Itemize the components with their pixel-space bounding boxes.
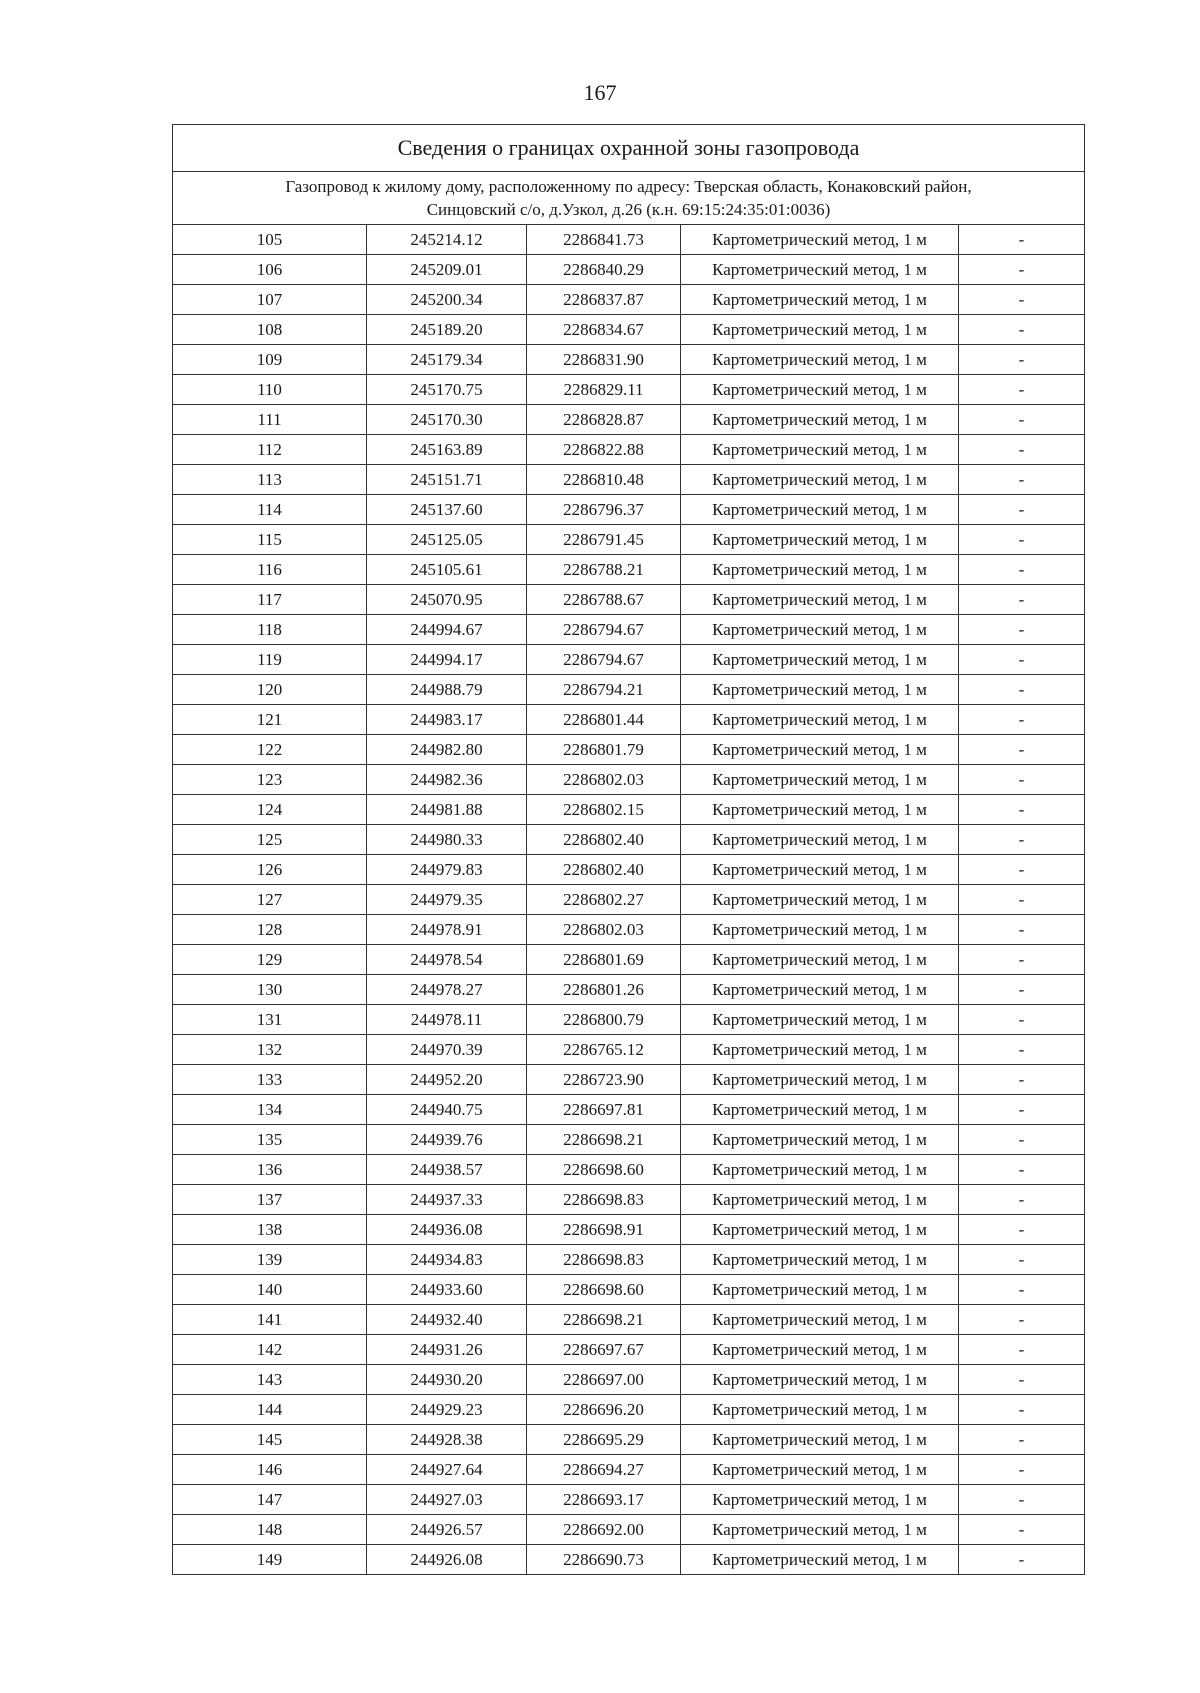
method-cell: Картометрический метод, 1 м	[681, 1095, 959, 1125]
method-cell: Картометрический метод, 1 м	[681, 1035, 959, 1065]
coordinate-x-cell: 244994.17	[367, 645, 527, 675]
table-row	[173, 375, 1085, 405]
table-row	[173, 285, 1085, 315]
coordinate-y-cell: 2286822.88	[527, 435, 681, 465]
extra-cell: -	[959, 855, 1085, 885]
point-number-cell: 142	[173, 1335, 367, 1365]
method-cell: Картометрический метод, 1 м	[681, 1005, 959, 1035]
extra-cell: -	[959, 1245, 1085, 1275]
coordinate-y-cell: 2286693.17	[527, 1485, 681, 1515]
table-row	[173, 1545, 1085, 1575]
method-cell: Картометрический метод, 1 м	[681, 1335, 959, 1365]
method-cell: Картометрический метод, 1 м	[681, 405, 959, 435]
table-subtitle-line-1: Газопровод к жилому дому, расположенному по адресу: Тверская область, Конаковский район,	[285, 177, 972, 196]
table-row	[173, 1215, 1085, 1245]
coordinate-y-cell: 2286841.73	[527, 225, 681, 255]
point-number-cell: 127	[173, 885, 367, 915]
coordinate-x-cell: 245105.61	[367, 555, 527, 585]
point-number-cell: 117	[173, 585, 367, 615]
extra-cell: -	[959, 435, 1085, 465]
coordinate-x-cell: 245170.75	[367, 375, 527, 405]
method-cell: Картометрический метод, 1 м	[681, 975, 959, 1005]
coordinate-x-cell: 244926.08	[367, 1545, 527, 1575]
point-number-cell: 126	[173, 855, 367, 885]
extra-cell: -	[959, 315, 1085, 345]
method-cell: Картометрический метод, 1 м	[681, 795, 959, 825]
coordinate-x-cell: 244952.20	[367, 1065, 527, 1095]
point-number-cell: 136	[173, 1155, 367, 1185]
method-cell: Картометрический метод, 1 м	[681, 855, 959, 885]
coordinate-x-cell: 244979.35	[367, 885, 527, 915]
method-cell: Картометрический метод, 1 м	[681, 885, 959, 915]
coordinate-y-cell: 2286695.29	[527, 1425, 681, 1455]
extra-cell: -	[959, 795, 1085, 825]
coordinate-y-cell: 2286802.03	[527, 765, 681, 795]
method-cell: Картометрический метод, 1 м	[681, 615, 959, 645]
point-number-cell: 107	[173, 285, 367, 315]
point-number-cell: 138	[173, 1215, 367, 1245]
point-number-cell: 134	[173, 1095, 367, 1125]
coordinate-x-cell: 245170.30	[367, 405, 527, 435]
point-number-cell: 114	[173, 495, 367, 525]
point-number-cell: 118	[173, 615, 367, 645]
method-cell: Картометрический метод, 1 м	[681, 315, 959, 345]
extra-cell: -	[959, 585, 1085, 615]
table-row	[173, 615, 1085, 645]
point-number-cell: 109	[173, 345, 367, 375]
coordinate-x-cell: 245179.34	[367, 345, 527, 375]
table-row	[173, 915, 1085, 945]
extra-cell: -	[959, 1425, 1085, 1455]
method-cell: Картометрический метод, 1 м	[681, 255, 959, 285]
point-number-cell: 119	[173, 645, 367, 675]
table-row	[173, 705, 1085, 735]
table-row	[173, 1275, 1085, 1305]
table-subtitle-line-2: Синцовский с/о, д.Узкол, д.26 (к.н. 69:15:24:35:01:0036)	[426, 200, 831, 219]
table-row	[173, 825, 1085, 855]
coordinate-x-cell: 244929.23	[367, 1395, 527, 1425]
coordinate-x-cell: 244988.79	[367, 675, 527, 705]
table-row	[173, 975, 1085, 1005]
method-cell: Картометрический метод, 1 м	[681, 825, 959, 855]
extra-cell: -	[959, 1455, 1085, 1485]
coordinate-x-cell: 245163.89	[367, 435, 527, 465]
coordinate-y-cell: 2286723.90	[527, 1065, 681, 1095]
extra-cell: -	[959, 1155, 1085, 1185]
extra-cell: -	[959, 1365, 1085, 1395]
coordinate-y-cell: 2286698.83	[527, 1245, 681, 1275]
coordinate-x-cell: 244930.20	[367, 1365, 527, 1395]
table-row	[173, 1485, 1085, 1515]
point-number-cell: 125	[173, 825, 367, 855]
table-row	[173, 1065, 1085, 1095]
method-cell: Картометрический метод, 1 м	[681, 345, 959, 375]
coordinate-x-cell: 244938.57	[367, 1155, 527, 1185]
extra-cell: -	[959, 1065, 1085, 1095]
method-cell: Картометрический метод, 1 м	[681, 945, 959, 975]
point-number-cell: 149	[173, 1545, 367, 1575]
method-cell: Картометрический метод, 1 м	[681, 1245, 959, 1275]
point-number-cell: 121	[173, 705, 367, 735]
coordinate-x-cell: 245209.01	[367, 255, 527, 285]
coordinate-x-cell: 244928.38	[367, 1425, 527, 1455]
table-subtitle-row	[173, 172, 1085, 225]
coordinate-y-cell: 2286800.79	[527, 1005, 681, 1035]
extra-cell: -	[959, 885, 1085, 915]
table-row	[173, 525, 1085, 555]
coordinate-x-cell: 245214.12	[367, 225, 527, 255]
extra-cell: -	[959, 1005, 1085, 1035]
coordinate-y-cell: 2286802.40	[527, 855, 681, 885]
point-number-cell: 111	[173, 405, 367, 435]
coordinate-y-cell: 2286765.12	[527, 1035, 681, 1065]
coordinate-x-cell: 244978.27	[367, 975, 527, 1005]
table-row	[173, 795, 1085, 825]
extra-cell: -	[959, 255, 1085, 285]
method-cell: Картометрический метод, 1 м	[681, 555, 959, 585]
table-row	[173, 435, 1085, 465]
table-row	[173, 495, 1085, 525]
table-row	[173, 1155, 1085, 1185]
coordinate-x-cell: 244979.83	[367, 855, 527, 885]
coordinate-x-cell: 244931.26	[367, 1335, 527, 1365]
method-cell: Картометрический метод, 1 м	[681, 1215, 959, 1245]
method-cell: Картометрический метод, 1 м	[681, 375, 959, 405]
point-number-cell: 122	[173, 735, 367, 765]
coordinate-y-cell: 2286698.21	[527, 1305, 681, 1335]
table-row	[173, 255, 1085, 285]
coordinate-x-cell: 244933.60	[367, 1275, 527, 1305]
table-row	[173, 1425, 1085, 1455]
extra-cell: -	[959, 555, 1085, 585]
table-title-row	[173, 125, 1085, 172]
coordinate-x-cell: 245151.71	[367, 465, 527, 495]
table-row	[173, 555, 1085, 585]
table-row	[173, 945, 1085, 975]
coordinate-x-cell: 244983.17	[367, 705, 527, 735]
table-subtitle	[173, 172, 1085, 225]
table-row	[173, 1365, 1085, 1395]
point-number-cell: 132	[173, 1035, 367, 1065]
page-number: 167	[583, 80, 617, 105]
method-cell: Картометрический метод, 1 м	[681, 1425, 959, 1455]
table-row	[173, 1185, 1085, 1215]
extra-cell: -	[959, 1335, 1085, 1365]
coordinate-y-cell: 2286697.67	[527, 1335, 681, 1365]
coordinate-y-cell: 2286829.11	[527, 375, 681, 405]
point-number-cell: 135	[173, 1125, 367, 1155]
table-body	[173, 125, 1085, 1575]
table-row	[173, 1125, 1085, 1155]
method-cell: Картометрический метод, 1 м	[681, 525, 959, 555]
coordinate-y-cell: 2286834.67	[527, 315, 681, 345]
coordinate-y-cell: 2286801.69	[527, 945, 681, 975]
coordinate-x-cell: 244934.83	[367, 1245, 527, 1275]
extra-cell: -	[959, 1185, 1085, 1215]
coordinate-y-cell: 2286698.60	[527, 1155, 681, 1185]
extra-cell: -	[959, 645, 1085, 675]
coordinate-x-cell: 244936.08	[367, 1215, 527, 1245]
table-row	[173, 315, 1085, 345]
extra-cell: -	[959, 1395, 1085, 1425]
point-number-cell: 129	[173, 945, 367, 975]
extra-cell: -	[959, 1545, 1085, 1575]
coordinate-y-cell: 2286698.21	[527, 1125, 681, 1155]
extra-cell: -	[959, 225, 1085, 255]
coordinate-x-cell: 245125.05	[367, 525, 527, 555]
extra-cell: -	[959, 765, 1085, 795]
point-number-cell: 124	[173, 795, 367, 825]
point-number-cell: 139	[173, 1245, 367, 1275]
table-row	[173, 225, 1085, 255]
extra-cell: -	[959, 495, 1085, 525]
coordinate-x-cell: 245189.20	[367, 315, 527, 345]
method-cell: Картометрический метод, 1 м	[681, 1455, 959, 1485]
coordinate-y-cell: 2286801.26	[527, 975, 681, 1005]
coordinate-y-cell: 2286791.45	[527, 525, 681, 555]
point-number-cell: 113	[173, 465, 367, 495]
coordinate-x-cell: 244978.54	[367, 945, 527, 975]
coordinate-y-cell: 2286696.20	[527, 1395, 681, 1425]
coordinate-y-cell: 2286794.67	[527, 615, 681, 645]
extra-cell: -	[959, 1035, 1085, 1065]
point-number-cell: 144	[173, 1395, 367, 1425]
extra-cell: -	[959, 915, 1085, 945]
extra-cell: -	[959, 405, 1085, 435]
extra-cell: -	[959, 825, 1085, 855]
coordinate-y-cell: 2286697.00	[527, 1365, 681, 1395]
table-row	[173, 1395, 1085, 1425]
point-number-cell: 143	[173, 1365, 367, 1395]
point-number-cell: 123	[173, 765, 367, 795]
table-row	[173, 885, 1085, 915]
method-cell: Картометрический метод, 1 м	[681, 225, 959, 255]
coordinate-y-cell: 2286788.67	[527, 585, 681, 615]
coordinate-x-cell: 244926.57	[367, 1515, 527, 1545]
method-cell: Картометрический метод, 1 м	[681, 735, 959, 765]
coordinate-x-cell: 244980.33	[367, 825, 527, 855]
point-number-cell: 120	[173, 675, 367, 705]
method-cell: Картометрический метод, 1 м	[681, 645, 959, 675]
method-cell: Картометрический метод, 1 м	[681, 495, 959, 525]
table-row	[173, 735, 1085, 765]
coordinate-x-cell: 244978.11	[367, 1005, 527, 1035]
point-number-cell: 133	[173, 1065, 367, 1095]
coordinate-x-cell: 244982.36	[367, 765, 527, 795]
table-row	[173, 585, 1085, 615]
table-row	[173, 1095, 1085, 1125]
extra-cell: -	[959, 975, 1085, 1005]
point-number-cell: 108	[173, 315, 367, 345]
coordinate-y-cell: 2286690.73	[527, 1545, 681, 1575]
method-cell: Картометрический метод, 1 м	[681, 1125, 959, 1155]
extra-cell: -	[959, 1515, 1085, 1545]
point-number-cell: 140	[173, 1275, 367, 1305]
extra-cell: -	[959, 705, 1085, 735]
extra-cell: -	[959, 375, 1085, 405]
table-row	[173, 645, 1085, 675]
point-number-cell: 145	[173, 1425, 367, 1455]
coordinate-y-cell: 2286802.15	[527, 795, 681, 825]
method-cell: Картометрический метод, 1 м	[681, 1545, 959, 1575]
coordinate-x-cell: 244981.88	[367, 795, 527, 825]
method-cell: Картометрический метод, 1 м	[681, 1515, 959, 1545]
coordinate-x-cell: 245070.95	[367, 585, 527, 615]
method-cell: Картометрический метод, 1 м	[681, 1185, 959, 1215]
method-cell: Картометрический метод, 1 м	[681, 1065, 959, 1095]
coordinate-y-cell: 2286801.44	[527, 705, 681, 735]
table-row	[173, 1245, 1085, 1275]
coordinate-y-cell: 2286802.40	[527, 825, 681, 855]
coordinate-y-cell: 2286694.27	[527, 1455, 681, 1485]
method-cell: Картометрический метод, 1 м	[681, 1305, 959, 1335]
coordinate-y-cell: 2286698.91	[527, 1215, 681, 1245]
coordinate-x-cell: 244927.64	[367, 1455, 527, 1485]
method-cell: Картометрический метод, 1 м	[681, 585, 959, 615]
method-cell: Картометрический метод, 1 м	[681, 1275, 959, 1305]
coordinate-y-cell: 2286828.87	[527, 405, 681, 435]
method-cell: Картометрический метод, 1 м	[681, 705, 959, 735]
coordinate-y-cell: 2286794.67	[527, 645, 681, 675]
coordinate-x-cell: 244927.03	[367, 1485, 527, 1515]
method-cell: Картометрический метод, 1 м	[681, 675, 959, 705]
table-row	[173, 765, 1085, 795]
point-number-cell: 148	[173, 1515, 367, 1545]
extra-cell: -	[959, 945, 1085, 975]
point-number-cell: 128	[173, 915, 367, 945]
extra-cell: -	[959, 1275, 1085, 1305]
table-row	[173, 1335, 1085, 1365]
extra-cell: -	[959, 1125, 1085, 1155]
boundary-coordinates-table	[172, 124, 1085, 1575]
extra-cell: -	[959, 465, 1085, 495]
method-cell: Картометрический метод, 1 м	[681, 1155, 959, 1185]
table-row	[173, 1035, 1085, 1065]
point-number-cell: 141	[173, 1305, 367, 1335]
coordinate-x-cell: 244994.67	[367, 615, 527, 645]
coordinate-x-cell: 244937.33	[367, 1185, 527, 1215]
coordinate-x-cell: 244982.80	[367, 735, 527, 765]
extra-cell: -	[959, 1095, 1085, 1125]
extra-cell: -	[959, 345, 1085, 375]
coordinate-x-cell: 244978.91	[367, 915, 527, 945]
coordinate-y-cell: 2286698.83	[527, 1185, 681, 1215]
coordinate-y-cell: 2286802.03	[527, 915, 681, 945]
coordinate-x-cell: 244970.39	[367, 1035, 527, 1065]
point-number-cell: 146	[173, 1455, 367, 1485]
extra-cell: -	[959, 615, 1085, 645]
point-number-cell: 147	[173, 1485, 367, 1515]
extra-cell: -	[959, 285, 1085, 315]
table-row	[173, 345, 1085, 375]
extra-cell: -	[959, 1215, 1085, 1245]
coordinate-y-cell: 2286810.48	[527, 465, 681, 495]
table-row	[173, 465, 1085, 495]
method-cell: Картометрический метод, 1 м	[681, 915, 959, 945]
coordinate-y-cell: 2286796.37	[527, 495, 681, 525]
method-cell: Картометрический метод, 1 м	[681, 435, 959, 465]
table-row	[173, 1005, 1085, 1035]
coordinate-x-cell: 244939.76	[367, 1125, 527, 1155]
coordinate-y-cell: 2286831.90	[527, 345, 681, 375]
point-number-cell: 106	[173, 255, 367, 285]
coordinate-y-cell: 2286692.00	[527, 1515, 681, 1545]
method-cell: Картометрический метод, 1 м	[681, 765, 959, 795]
point-number-cell: 110	[173, 375, 367, 405]
point-number-cell: 116	[173, 555, 367, 585]
method-cell: Картометрический метод, 1 м	[681, 465, 959, 495]
table-row	[173, 1455, 1085, 1485]
method-cell: Картометрический метод, 1 м	[681, 1485, 959, 1515]
extra-cell: -	[959, 525, 1085, 555]
extra-cell: -	[959, 675, 1085, 705]
coordinate-y-cell: 2286698.60	[527, 1275, 681, 1305]
point-number-cell: 112	[173, 435, 367, 465]
coordinate-y-cell: 2286837.87	[527, 285, 681, 315]
extra-cell: -	[959, 1485, 1085, 1515]
coordinate-y-cell: 2286788.21	[527, 555, 681, 585]
method-cell: Картометрический метод, 1 м	[681, 285, 959, 315]
method-cell: Картометрический метод, 1 м	[681, 1365, 959, 1395]
coordinate-x-cell: 245137.60	[367, 495, 527, 525]
table-row	[173, 855, 1085, 885]
coordinate-y-cell: 2286697.81	[527, 1095, 681, 1125]
point-number-cell: 131	[173, 1005, 367, 1035]
point-number-cell: 105	[173, 225, 367, 255]
coordinate-x-cell: 244932.40	[367, 1305, 527, 1335]
extra-cell: -	[959, 1305, 1085, 1335]
coordinate-x-cell: 244940.75	[367, 1095, 527, 1125]
point-number-cell: 115	[173, 525, 367, 555]
coordinate-x-cell: 245200.34	[367, 285, 527, 315]
table-row	[173, 1515, 1085, 1545]
coordinate-y-cell: 2286802.27	[527, 885, 681, 915]
method-cell: Картометрический метод, 1 м	[681, 1395, 959, 1425]
point-number-cell: 137	[173, 1185, 367, 1215]
table-row	[173, 675, 1085, 705]
coordinate-y-cell: 2286840.29	[527, 255, 681, 285]
table-title: Сведения о границах охранной зоны газопровода	[173, 125, 1085, 172]
coordinate-y-cell: 2286794.21	[527, 675, 681, 705]
point-number-cell: 130	[173, 975, 367, 1005]
extra-cell: -	[959, 735, 1085, 765]
table-row	[173, 1305, 1085, 1335]
table-row	[173, 405, 1085, 435]
coordinate-y-cell: 2286801.79	[527, 735, 681, 765]
